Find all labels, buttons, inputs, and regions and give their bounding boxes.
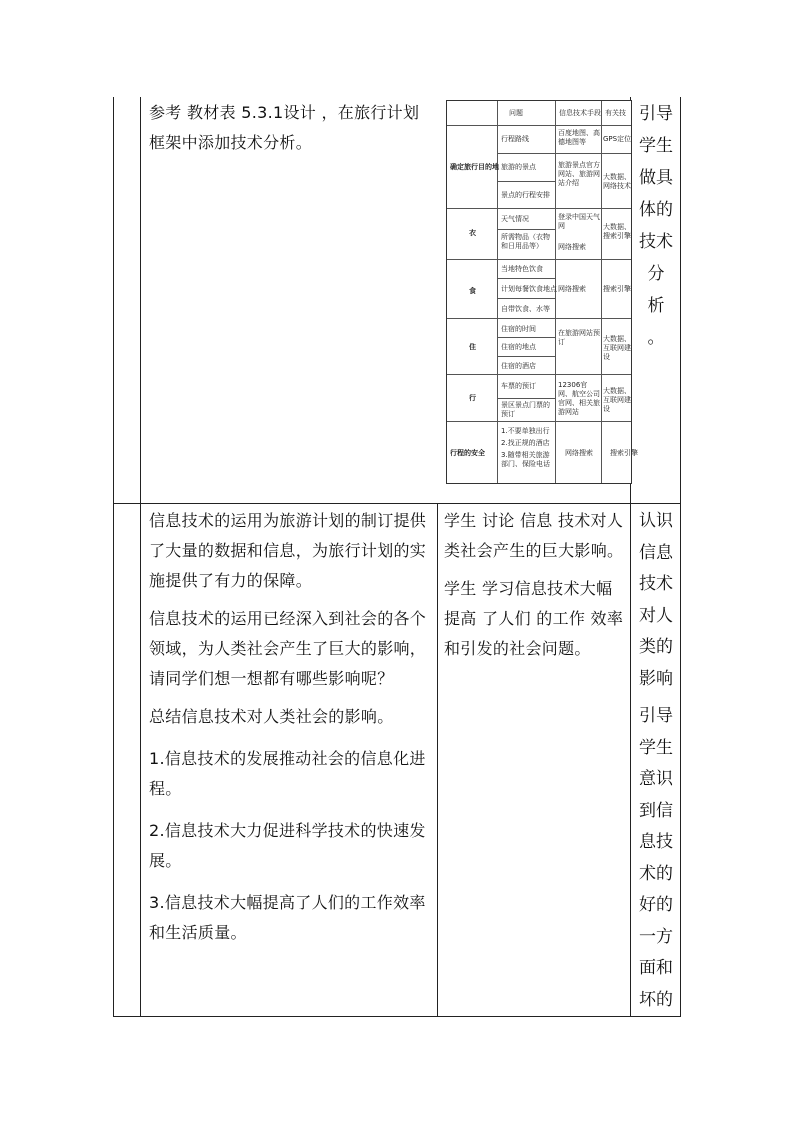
emb-means: 登录中国天气网 xyxy=(558,213,600,230)
emb-means: 旅游景点官方网站、旅游网站介绍 xyxy=(558,161,600,187)
emb-item: 计划每餐饮食地点 xyxy=(501,285,557,293)
teacher-paragraph: 2.信息技术大力促进科学技术的快速发展。 xyxy=(149,821,426,870)
emb-header-means: 信息技术手段 xyxy=(559,109,601,117)
emb-item: 天气情况 xyxy=(501,215,529,223)
emb-item: 所需物品（衣物和日用品等） xyxy=(501,233,550,250)
emb-item: 1.不要单独出行 xyxy=(501,427,550,435)
emb-header-tech: 有关技 xyxy=(605,109,626,117)
emb-item: 行程路线 xyxy=(501,135,529,143)
teacher-paragraph: 信息技术的运用已经深入到社会的各个领域，为人类社会产生了巨大的影响，请同学们想一想都有哪些影响呢？ xyxy=(149,609,427,688)
student-paragraph: 学生 学习信息技术大幅提高 了人们 的工作 效率 和引发的社会问题。 xyxy=(444,579,624,658)
student-paragraph: 学生 讨论 信息 技术对人类社会产生的巨大影响。 xyxy=(444,511,624,560)
emb-group-label: 确定旅行目的地 xyxy=(450,163,499,171)
emb-group-label: 行 xyxy=(469,394,476,402)
emb-header-problem: 问题 xyxy=(509,109,523,117)
emb-tech: 搜索引擎 xyxy=(610,449,638,457)
row1-content-text: 参考 教材表 5.3.1设计 ，在旅行计划框架中添加技术分析。 xyxy=(149,103,420,152)
table-divider-2 xyxy=(437,503,438,1017)
emb-item: 自带饮食、水等 xyxy=(501,305,550,313)
emb-group-label: 住 xyxy=(469,343,476,351)
emb-tech: 大数据、搜索引擎 xyxy=(603,223,631,240)
teacher-paragraph: 信息技术的运用为旅游计划的制订提供了大量的数据和信息，为旅行计划的实施提供了有力的保障。 xyxy=(149,511,427,590)
row1-content xyxy=(149,98,435,166)
teacher-paragraph: 1.信息技术的发展推动社会的信息化进程。 xyxy=(149,749,426,798)
row2-teacher-activity xyxy=(149,506,436,956)
emb-means: 网络搜索 xyxy=(558,285,586,293)
table-divider-1 xyxy=(140,97,141,1017)
emb-item: 景点的行程安排 xyxy=(501,191,550,199)
emb-item: 住宿的地点 xyxy=(501,343,536,351)
emb-group-label: 食 xyxy=(469,287,476,295)
emb-tech: 大数据、网络技术 xyxy=(603,173,631,190)
emb-item: 住宿的酒店 xyxy=(501,362,536,370)
emb-item: 当地特色饮食 xyxy=(501,265,543,273)
row1-intent: 引导 学生 做具 体的 技术 分 析 。 xyxy=(639,104,673,348)
emb-tech: 搜索引擎 xyxy=(603,285,631,293)
teacher-paragraph: 总结信息技术对人类社会的影响。 xyxy=(149,707,394,726)
teacher-paragraph: 3.信息技术大幅提高了人们的工作效率和生活质量。 xyxy=(149,893,426,942)
emb-means: 12306官网、航空公司官网、相关旅游网站 xyxy=(558,381,600,416)
emb-item: 2.找正规的酒店 xyxy=(501,439,550,447)
emb-means: 网络搜索 xyxy=(565,449,593,457)
emb-item: 景区景点门票的预订 xyxy=(501,401,550,418)
emb-group-label: 行程的安全 xyxy=(450,449,485,457)
emb-tech: GPS定位 xyxy=(603,135,632,143)
table-border-right xyxy=(680,97,681,1017)
row2-student-activity xyxy=(444,506,624,672)
emb-means: 网络搜索 xyxy=(558,243,586,251)
emb-tech: 大数据、互联网建设 xyxy=(603,335,631,361)
emb-means: 百度地图、高德地图等 xyxy=(558,129,600,146)
table-border-left xyxy=(113,97,114,1017)
emb-item: 车票的预订 xyxy=(501,382,536,390)
emb-item: 旅游的景点 xyxy=(501,163,536,171)
emb-item: 住宿的时间 xyxy=(501,325,536,333)
row2-intent: 认识 信息 技术 对人 类的 影响 引导 学生 意识 到信 息技 术的 好的 一方 面和 坏的 xyxy=(639,511,673,1010)
emb-item: 3.随带相关旅游部门、保险电话 xyxy=(501,451,550,468)
embedded-table-image xyxy=(446,100,638,484)
table-border-bottom xyxy=(113,1016,681,1017)
emb-tech: 大数据、互联网建设 xyxy=(603,387,631,413)
emb-means: 在旅游网站预订 xyxy=(558,329,600,346)
emb-group-label: 衣 xyxy=(469,229,476,237)
row-divider xyxy=(113,503,681,504)
